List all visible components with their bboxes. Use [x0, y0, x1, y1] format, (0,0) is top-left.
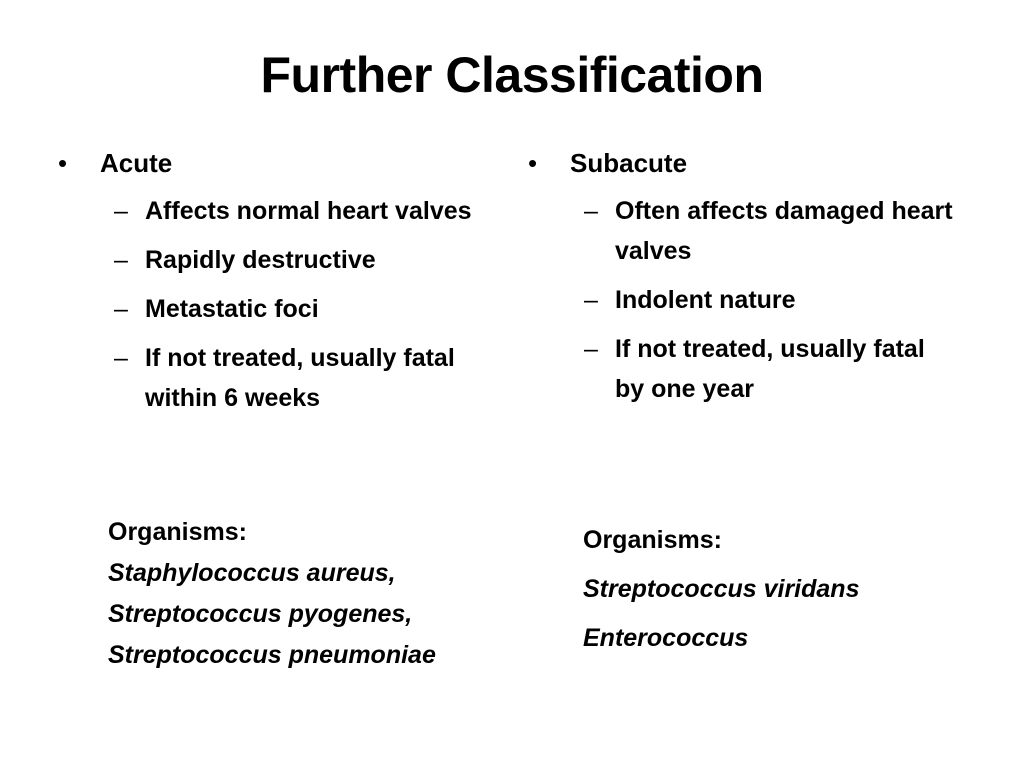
- dash-icon: –: [584, 335, 598, 363]
- list-item-text: Often affects damaged heart valves: [615, 197, 953, 265]
- dash-icon: –: [584, 286, 598, 314]
- heading-subacute: Subacute: [570, 148, 688, 178]
- dash-icon: –: [114, 295, 128, 323]
- dash-icon: –: [114, 246, 128, 274]
- bullet-subacute: [528, 145, 968, 181]
- dash-icon: –: [114, 197, 128, 225]
- dash-icon: –: [584, 197, 598, 225]
- list-item-text: Indolent nature: [615, 286, 796, 314]
- dash-icon: –: [114, 344, 128, 372]
- organisms-label: Organisms:: [108, 518, 247, 546]
- organisms-label: Organisms:: [583, 526, 722, 554]
- organism-name: Enterococcus: [583, 624, 749, 652]
- list-item: [528, 280, 968, 320]
- list-item-text: Rapidly destructive: [145, 246, 376, 274]
- list-item-text: Affects normal heart valves: [145, 197, 472, 225]
- organisms-subacute: [583, 520, 993, 667]
- organism-name: Streptococcus viridans: [583, 575, 860, 603]
- column-subacute: [528, 145, 968, 418]
- list-item-text: Metastatic foci: [145, 295, 319, 323]
- organism-name: Staphylococcus aureus,: [108, 559, 396, 587]
- organisms-acute: [108, 512, 518, 676]
- organism-name: Streptococcus pyogenes,: [108, 600, 413, 628]
- list-item: [58, 240, 498, 280]
- list-item: [58, 191, 498, 231]
- bullet-icon: •: [528, 148, 538, 178]
- slide-title: Further Classification: [260, 47, 764, 103]
- list-item: [528, 191, 968, 271]
- bullet-acute: [58, 145, 498, 181]
- list-item: [58, 338, 498, 418]
- list-item: [58, 289, 498, 329]
- heading-acute: Acute: [100, 148, 173, 178]
- subacute-features-list: [528, 191, 968, 409]
- organism-name: Streptococcus pneumoniae: [108, 641, 436, 669]
- list-item-text: If not treated, usually fatal within 6 weeks: [145, 344, 455, 412]
- list-item-text: If not treated, usually fatal by one year: [615, 335, 925, 403]
- bullet-icon: •: [58, 148, 68, 178]
- column-acute: [58, 145, 498, 427]
- list-item: [528, 329, 968, 409]
- acute-features-list: [58, 191, 498, 418]
